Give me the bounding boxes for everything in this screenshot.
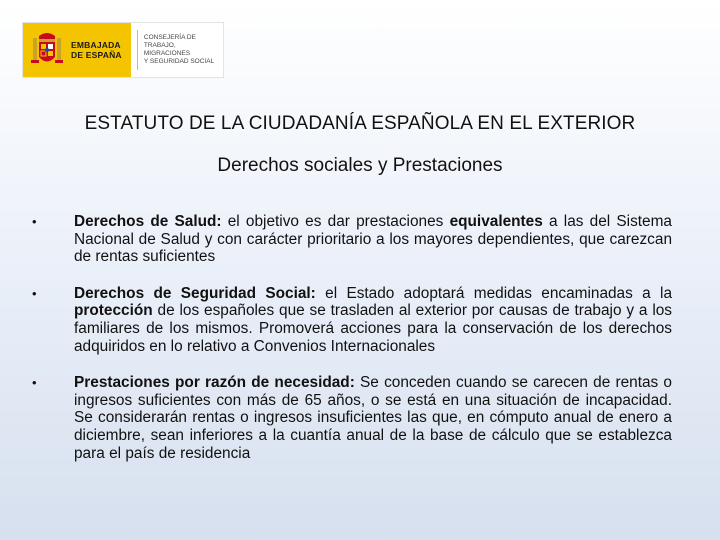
item-text: el objetivo es dar prestaciones xyxy=(221,213,450,230)
item-emphasis: equivalentes xyxy=(449,213,543,230)
item-text: Se conceden cuando se carecen de rentas o ingresos suficientes con más de 65 años, o se está en una situación de incapacidad. Se considerarán rentas o ingresos insuficientes las que, en cómputo anual de enero a diciembre, sean inferiores a la cuantía anual de la base de cálculo que se establezca para el país de residencia xyxy=(74,374,672,462)
page-title: ESTATUTO DE LA CIUDADANÍA ESPAÑOLA EN EL EXTERIOR xyxy=(84,113,636,134)
item-heading: Prestaciones por razón de necesidad: xyxy=(74,374,355,392)
bullet-icon: • xyxy=(32,285,37,301)
rights-list xyxy=(0,213,720,481)
bullet-icon: • xyxy=(32,375,37,391)
item-emphasis: protección xyxy=(74,302,153,320)
logo-main-text: EMBAJADA DE ESPAÑA xyxy=(71,40,122,60)
item-text: de los españoles que se trasladen al exterior por causas de trabajo y a los familiares de los mismos. Promoverá acciones para la conservación de los derechos adquiridos en lo relativo a Convenios Internacionales xyxy=(74,302,672,355)
item-heading: Derechos de Seguridad Social: xyxy=(74,284,316,302)
logo-yellow-block xyxy=(23,23,131,77)
page-subtitle: Derechos sociales y Prestaciones xyxy=(217,155,503,176)
embassy-logo xyxy=(22,22,224,78)
item-heading: Derechos de Salud: xyxy=(74,213,222,230)
item-text: a las del Sistema Nacional de Salud y con carácter prioritario a los mayores dependientes, que carezcan de rentas suficientes xyxy=(74,213,672,266)
logo-divider xyxy=(137,30,138,70)
list-item xyxy=(0,213,672,266)
bullet-icon: • xyxy=(32,214,37,229)
logo-sub-text: CONSEJERÍA DE TRABAJO, MIGRACIONES Y SEGURIDAD SOCIAL xyxy=(143,34,215,65)
list-item xyxy=(0,285,672,355)
coat-of-arms-icon xyxy=(31,30,63,70)
item-text: el Estado adoptará medidas encaminadas a la xyxy=(315,284,673,302)
list-item xyxy=(0,374,672,462)
